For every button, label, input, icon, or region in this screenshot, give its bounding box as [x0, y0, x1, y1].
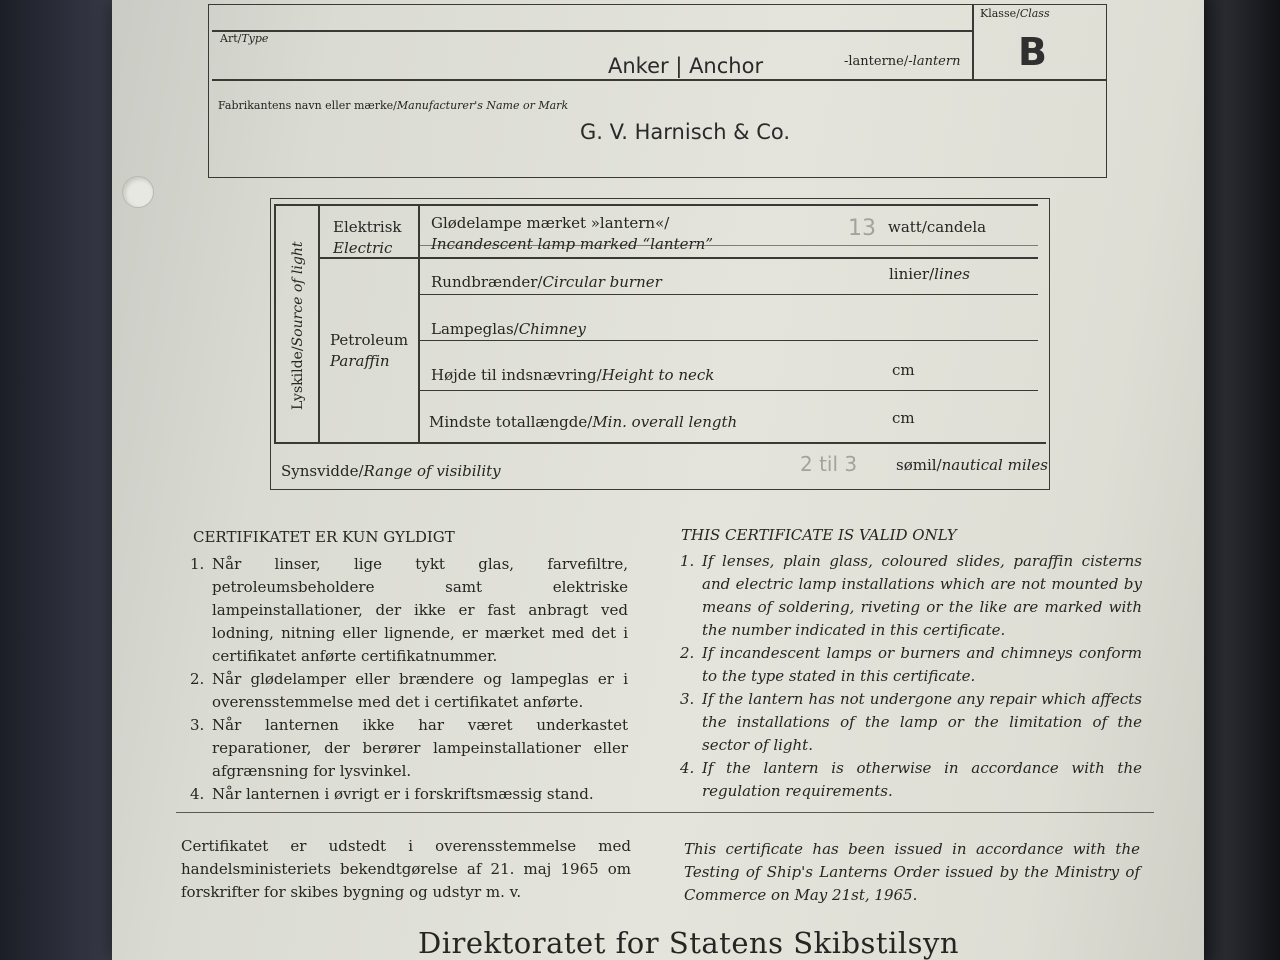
petroleum-label: Petroleum [330, 331, 409, 349]
table-inner-bottom [274, 442, 1046, 444]
validity-list-da [190, 553, 628, 806]
row-min-length: Mindste totallængde/Min. overall length [429, 413, 738, 431]
incandescent-unit: watt/candela [888, 218, 987, 236]
list-item: 3. If the lantern has not undergone any repair which affects the installations of the lamp or the limitation of the sector of light. [680, 690, 1142, 754]
punch-hole [122, 176, 154, 208]
row-height-to-neck: Højde til indsnævring/Height to neck [431, 366, 715, 384]
row-div-3 [418, 340, 1038, 341]
petroleum-label-en: Paraffin [330, 352, 390, 370]
visibility-unit: sømil/nautical miles [896, 456, 1049, 474]
validity-heading-en: THIS CERTIFICATE IS VALID ONLY [681, 526, 957, 544]
table-col1 [318, 204, 320, 443]
table-col2 [418, 204, 420, 443]
list-item: 2. Når glødelamper eller brændere og lampeglas er i overensstemmelse med det i certifikatet anførte. [190, 670, 628, 711]
header-divider [212, 30, 972, 32]
issued-statement-en: This certificate has been issued in accordance with the Testing of Ship's Lanterns Order issued by the Ministry of Commerce on May 21st, 1965. [684, 840, 1140, 904]
visibility-label: Synsvidde/Range of visibility [281, 462, 501, 480]
class-label: Klasse/Class [980, 7, 1050, 20]
type-label: Art/Type [220, 32, 269, 45]
electric-label: Elektrisk [333, 218, 402, 236]
list-item: 4. If the lantern is otherwise in accordance with the regulation requirements. [680, 759, 1142, 800]
row-min-length-unit: cm [892, 409, 915, 427]
validity-list-en [680, 550, 1142, 803]
section-divider [176, 812, 1154, 813]
incandescent-value: 13 [848, 216, 876, 241]
list-item: 1. If lenses, plain glass, coloured slides, paraffin cisterns and electric lamp installations which are not mounted by means of soldering, riveting or the like are marked with the number indicated in this certificate. [680, 552, 1142, 639]
issuing-authority: Direktoratet for Statens Skibstilsyn [418, 926, 960, 960]
list-item: 1. Når linser, lige tykt glas, farvefiltre, petroleumsbeholdere samt elektriske lampeinstallationer, der ikke er fast anbragt ved lodning, nitning eller lignende, er mærket med det i certifikatet anførte certifikatnummer. [190, 555, 628, 665]
incandescent-label-en: Incandescent lamp marked “lantern” [431, 235, 713, 253]
row-div-4 [418, 390, 1038, 391]
table-inner-left [274, 204, 276, 443]
class-divider [972, 4, 974, 80]
binder-left-edge [0, 0, 120, 960]
row-div-2 [418, 294, 1038, 295]
issued-statement-da: Certifikatet er udstedt i overensstemmelse med handelsministeriets bekendtgørelse af 21. maj 1965 om forskrifter for skibes bygning og udstyr m. v. [181, 837, 631, 901]
list-item: 2. If incandescent lamps or burners and chimneys conform to the type stated in this certificate. [680, 644, 1142, 685]
incandescent-label: Glødelampe mærket »lantern«/ [431, 214, 670, 232]
row-circular-burner-unit: linier/lines [889, 265, 970, 283]
validity-heading-da: CERTIFIKATET ER KUN GYLDIGT [193, 528, 455, 546]
manufacturer-label: Fabrikantens navn eller mærke/Manufacturer's Name or Mark [218, 99, 569, 112]
type-value: Anker | Anchor [608, 54, 764, 78]
manufacturer-value: G. V. Harnisch & Co. [580, 120, 791, 144]
electric-label-en: Electric [333, 239, 393, 257]
row-height-to-neck-unit: cm [892, 361, 915, 379]
source-of-light-label: Lyskilde/Source of light [290, 241, 306, 410]
list-item: 4. Når lanternen i øvrigt er i forskriftsmæssig stand. [190, 785, 594, 803]
row-chimney: Lampeglas/Chimney [431, 320, 586, 338]
visibility-value: 2 til 3 [800, 452, 858, 476]
class-value: B [1018, 30, 1047, 74]
lantern-suffix: -lanterne/-lantern [844, 54, 961, 69]
list-item: 3. Når lanternen ikke har været underkastet reparationer, der berører lampeinstallationer eller afgrænsning for lysvinkel. [190, 716, 628, 780]
row-circular-burner: Rundbrænder/Circular burner [431, 273, 662, 291]
table-inner-top [274, 204, 1038, 206]
electric-divider [318, 257, 1038, 259]
